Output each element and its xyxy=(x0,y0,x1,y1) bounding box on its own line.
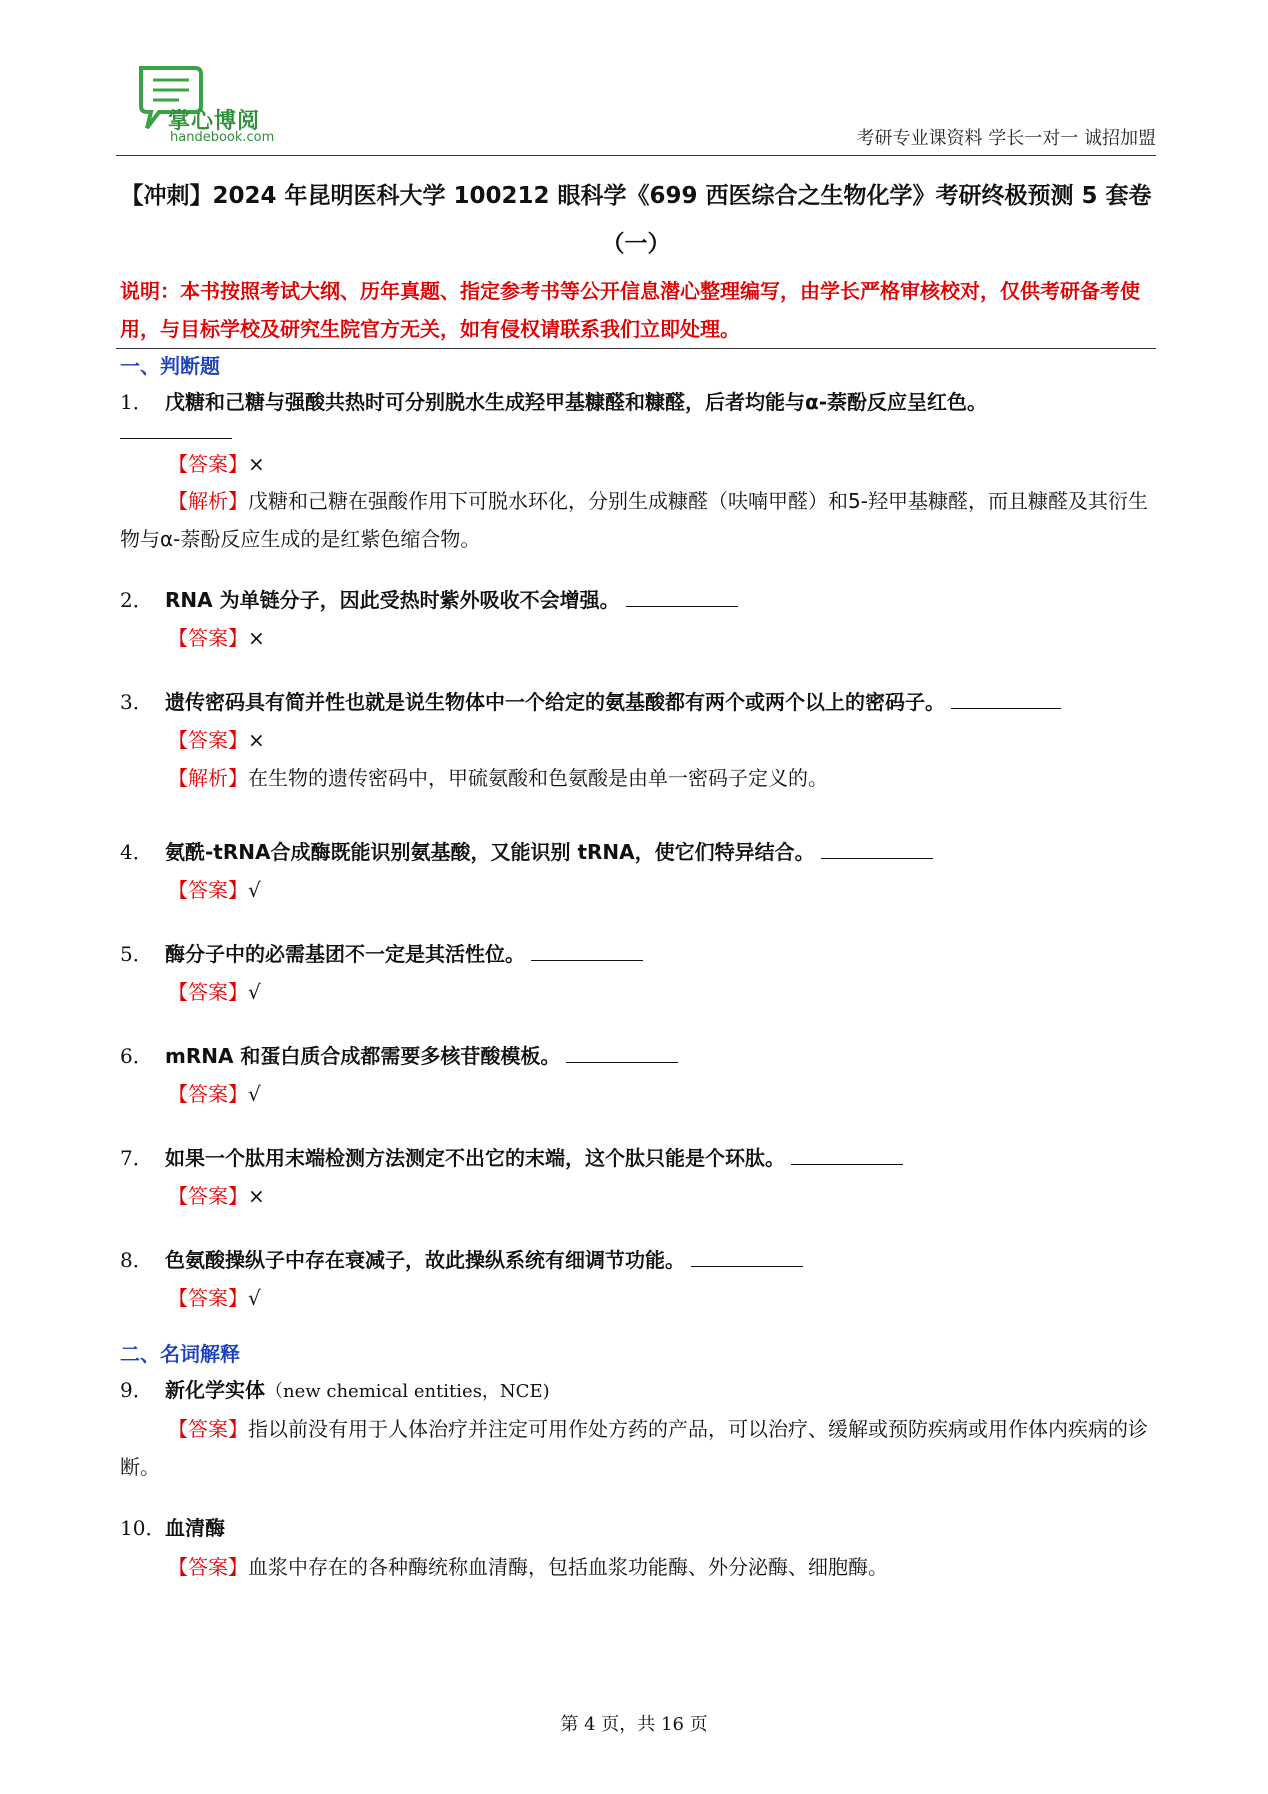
question-number: 4． xyxy=(120,840,153,864)
answer-value: √ xyxy=(248,1082,261,1106)
answer-2 xyxy=(168,620,265,656)
term-answer-10 xyxy=(120,1548,1160,1586)
header-slogan: 考研专业课资料 学长一对一 诚招加盟 xyxy=(856,128,1156,149)
question-stem: RNA 为单链分子，因此受热时紫外吸收不会增强。 xyxy=(165,588,620,612)
answer-value: × xyxy=(248,452,265,476)
answer-3 xyxy=(168,722,265,758)
question-number: 5． xyxy=(120,942,153,966)
question-number: 2． xyxy=(120,588,153,612)
logo-subtext: handebook.com xyxy=(170,130,275,145)
answer-blank xyxy=(951,684,1061,709)
answer-5 xyxy=(168,974,261,1010)
question-6 xyxy=(120,1038,1160,1074)
question-stem: mRNA 和蛋白质合成都需要多核苷酸模板。 xyxy=(165,1044,561,1068)
answer-tag: 【答案】 xyxy=(168,1555,248,1579)
disclaimer-notice: 说明：本书按照考试大纲、历年真题、指定参考书等公开信息潜心整理编写，由学长严格审核校对，仅供考研备考使用，与目标学校及研究生院官方无关，如有侵权请联系我们立即处理。 xyxy=(120,279,1140,341)
answer-blank xyxy=(821,834,933,859)
answer-tag: 【答案】 xyxy=(168,1184,248,1208)
analysis-text: 在生物的遗传密码中，甲硫氨酸和色氨酸是由单一密码子定义的。 xyxy=(248,766,828,790)
term-name: 血清酶 xyxy=(165,1516,225,1540)
question-3 xyxy=(120,684,1160,720)
analysis-text: 戊糖和己糖在强酸作用下可脱水环化，分别生成糠醛（呋喃甲醛）和5-羟甲基糠醛，而且糠醛及其衍生物与α-萘酚反应生成的是红紫色缩合物。 xyxy=(120,489,1148,551)
term-answer-9 xyxy=(120,1410,1160,1486)
document-title: 【冲刺】2024 年昆明医科大学 100212 眼科学《699 西医综合之生物化学》考研终极预测 5 套卷（一） xyxy=(120,183,1152,257)
question-stem: 如果一个肽用末端检测方法测定不出它的末端，这个肽只能是个环肽。 xyxy=(165,1146,785,1170)
answer-value: √ xyxy=(248,980,261,1004)
answer-value: √ xyxy=(248,878,261,902)
question-number: 1． xyxy=(120,390,153,414)
question-stem: 氨酰-tRNA合成酶既能识别氨基酸，又能识别 tRNA，使它们特异结合。 xyxy=(165,840,815,864)
answer-1 xyxy=(168,446,265,482)
question-stem: 遗传密码具有简并性也就是说生物体中一个给定的氨基酸都有两个或两个以上的密码子。 xyxy=(165,690,945,714)
answer-7 xyxy=(168,1178,265,1214)
question-7 xyxy=(120,1140,1160,1176)
analysis-3 xyxy=(168,760,828,796)
question-number: 8． xyxy=(120,1248,153,1272)
question-stem: 色氨酸操纵子中存在衰减子，故此操纵系统有细调节功能。 xyxy=(165,1248,685,1272)
answer-tag: 【答案】 xyxy=(168,980,248,1004)
answer-text: 血浆中存在的各种酶统称血清酶，包括血浆功能酶、外分泌酶、细胞酶。 xyxy=(248,1555,888,1579)
header-divider xyxy=(116,155,1156,156)
answer-tag: 【答案】 xyxy=(168,452,248,476)
answer-value: × xyxy=(248,1184,265,1208)
answer-tag: 【答案】 xyxy=(168,1286,248,1310)
term-name: 新化学实体 xyxy=(165,1378,265,1402)
answer-blank xyxy=(566,1038,678,1063)
answer-text: 指以前没有用于人体治疗并注定可用作处方药的产品，可以治疗、缓解或预防疾病或用作体内疾病的诊断。 xyxy=(120,1417,1148,1479)
answer-tag: 【答案】 xyxy=(168,1082,248,1106)
analysis-tag: 【解析】 xyxy=(168,766,248,790)
page-footer: 第 4 页，共 16 页 xyxy=(560,1714,708,1735)
notice-divider xyxy=(116,348,1156,349)
section-heading-true-false: 一、判断题 xyxy=(120,354,220,378)
section-heading-terms: 二、名词解释 xyxy=(120,1342,240,1366)
term-note: （new chemical entities，NCE) xyxy=(265,1381,550,1402)
question-number: 6． xyxy=(120,1044,153,1068)
question-4 xyxy=(120,834,1160,870)
question-number: 3． xyxy=(120,690,153,714)
answer-blank xyxy=(531,936,643,961)
answer-8 xyxy=(168,1280,261,1316)
answer-tag: 【答案】 xyxy=(168,728,248,752)
question-1 xyxy=(120,384,1160,420)
question-5 xyxy=(120,936,1160,972)
answer-blank xyxy=(120,438,232,439)
answer-4 xyxy=(168,872,261,908)
answer-value: √ xyxy=(248,1286,261,1310)
term-10 xyxy=(120,1510,1160,1546)
question-stem: 酶分子中的必需基团不一定是其活性位。 xyxy=(165,942,525,966)
question-8 xyxy=(120,1242,1160,1278)
analysis-1 xyxy=(120,482,1160,558)
question-2 xyxy=(120,582,1160,618)
question-number: 9． xyxy=(120,1378,153,1402)
answer-6 xyxy=(168,1076,261,1112)
question-stem: 戊糖和己糖与强酸共热时可分别脱水生成羟甲基糠醛和糠醛，后者均能与α-萘酚反应呈红色。 xyxy=(165,390,988,414)
answer-blank xyxy=(626,582,738,607)
answer-value: × xyxy=(248,728,265,752)
term-9 xyxy=(120,1372,1160,1410)
question-number: 7． xyxy=(120,1146,153,1170)
answer-tag: 【答案】 xyxy=(168,626,248,650)
analysis-tag: 【解析】 xyxy=(168,489,248,513)
logo-text: 掌心博阅 xyxy=(168,109,261,134)
answer-blank xyxy=(691,1242,803,1267)
answer-blank xyxy=(791,1140,903,1165)
answer-tag: 【答案】 xyxy=(168,1417,248,1441)
answer-value: × xyxy=(248,626,265,650)
question-number: 10． xyxy=(120,1516,166,1540)
answer-tag: 【答案】 xyxy=(168,878,248,902)
